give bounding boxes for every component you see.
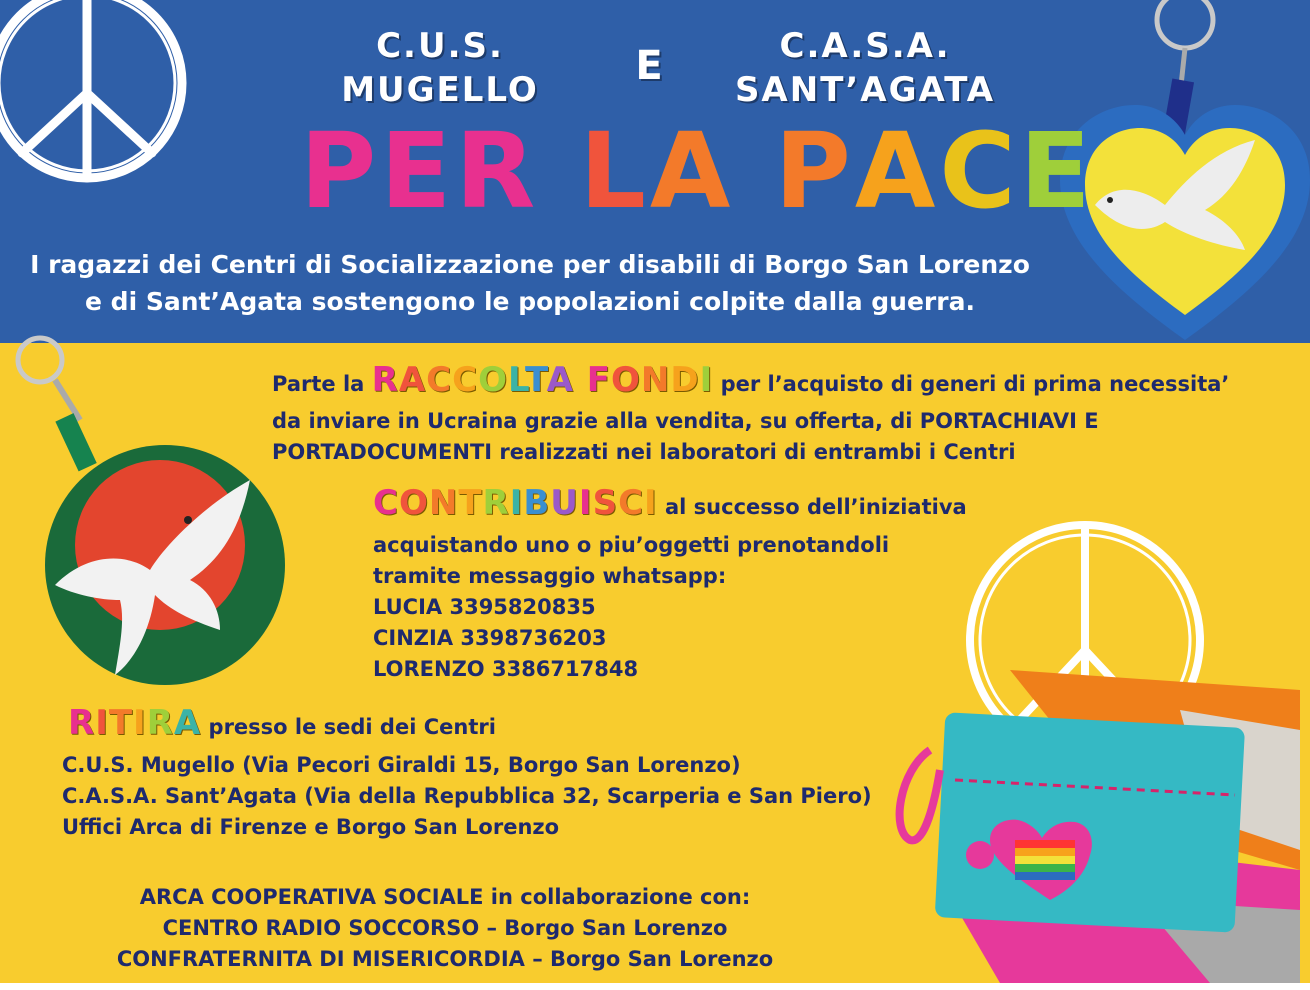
keyword-letter: I bbox=[578, 483, 593, 523]
keyword-letter: N bbox=[428, 483, 459, 523]
round-keychain-dove-icon bbox=[20, 330, 280, 690]
title-letter: E bbox=[380, 110, 456, 232]
intro-text: I ragazzi dei Centri di Socializzazione per disabili di Borgo San Lorenzo e di Sant’Agata sostengono le popolazioni colpite dalla guerra. bbox=[30, 250, 1030, 316]
keyword-letter: C bbox=[618, 483, 645, 523]
keyword-letter: R bbox=[482, 483, 510, 523]
title-letter: E bbox=[1019, 110, 1095, 232]
title-letter: A bbox=[854, 110, 940, 232]
header-conjunction: E bbox=[635, 43, 665, 89]
keyword-letter: R bbox=[371, 360, 399, 400]
keyword-letter: F bbox=[586, 360, 611, 400]
felt-pouch-icon bbox=[880, 670, 1300, 990]
keyword-letter: O bbox=[610, 360, 641, 400]
contact-lorenzo: LORENZO 3386717848 bbox=[373, 657, 639, 681]
header-left-org: C.U.S. MUGELLO bbox=[341, 26, 539, 110]
peace-sign-icon bbox=[0, 0, 202, 198]
keyword-letter: I bbox=[95, 703, 109, 743]
title-letter: P bbox=[300, 110, 381, 232]
ritira-section: RITIRA presso le sedi dei Centri C.U.S. Mugello (Via Pecori Giraldi 15, Borgo San Lorenzo) C.A.S.A. Sant’Agata (Via della Repubblica 32, Scarperia e San Piero) Uffici Arca di Firenze e Borgo San Lorenzo bbox=[62, 703, 872, 839]
keyword-letter: I bbox=[133, 703, 147, 743]
keyword-letter: T bbox=[458, 483, 483, 523]
keyword-letter: R bbox=[146, 703, 174, 743]
title-letter: P bbox=[774, 110, 855, 232]
raccolta-fondi-keyword bbox=[372, 360, 714, 400]
keyword-letter: I bbox=[644, 483, 658, 523]
keyword-letter: N bbox=[640, 360, 671, 400]
keyword-letter: D bbox=[670, 360, 700, 400]
keyword-letter: C bbox=[426, 360, 453, 400]
title-letter: R bbox=[455, 110, 540, 232]
header-right-org: C.A.S.A. SANT’AGATA bbox=[734, 26, 996, 110]
raccolta-fondi-section: Parte la RACCOLTA FONDI per l’acquisto di generi di prima necessita’ da inviare in Ucraina grazie alla vendita, su offerta, di PORTACHIAVI E PORTADOCUMENTI realizzati nei laboratori di entrambi i Centri bbox=[272, 360, 1230, 464]
page-title bbox=[300, 110, 1095, 232]
keyword-letter: A bbox=[173, 703, 202, 743]
keyword-letter: A bbox=[398, 360, 427, 400]
contact-lucia: LUCIA 3395820835 bbox=[373, 595, 596, 619]
title-letter: A bbox=[649, 110, 735, 232]
keyword-letter: L bbox=[507, 360, 526, 400]
keyword-letter: O bbox=[398, 483, 429, 523]
keyword-letter: S bbox=[592, 483, 619, 523]
title-letter bbox=[734, 116, 774, 226]
keyword-letter: R bbox=[68, 703, 96, 743]
keyword-letter bbox=[574, 360, 587, 400]
ritira-keyword bbox=[68, 703, 201, 743]
keyword-letter: A bbox=[546, 360, 574, 400]
keyword-letter: T bbox=[525, 360, 547, 400]
keyword-letter: O bbox=[478, 360, 508, 400]
title-letter: L bbox=[579, 110, 650, 232]
footer-credits: ARCA COOPERATIVA SOCIALE in collaborazione con: CENTRO RADIO SOCCORSO – Borgo San Lorenzo CONFRATERNITA DI MISERICORDIA – Borgo San Lorenzo bbox=[116, 885, 774, 971]
title-letter: C bbox=[939, 110, 1020, 232]
contact-cinzia: CINZIA 3398736203 bbox=[373, 626, 607, 650]
keyword-letter: B bbox=[523, 483, 551, 523]
contribuisci-keyword bbox=[373, 483, 658, 523]
keyword-letter: I bbox=[699, 360, 714, 400]
title-letter bbox=[539, 116, 579, 226]
keyword-letter: I bbox=[509, 483, 524, 523]
keyword-letter: C bbox=[373, 483, 399, 523]
keyword-letter: T bbox=[108, 703, 134, 743]
contribuisci-section: CONTRIBUISCI al successo dell’iniziativa acquistando uno o piu’oggetti prenotandoli tramite messaggio whatsapp: LUCIA 3395820835 CINZIA 3398736203 LORENZO 3386717848 bbox=[373, 480, 1013, 685]
keyword-letter: C bbox=[452, 360, 479, 400]
keyword-letter: U bbox=[550, 483, 579, 523]
